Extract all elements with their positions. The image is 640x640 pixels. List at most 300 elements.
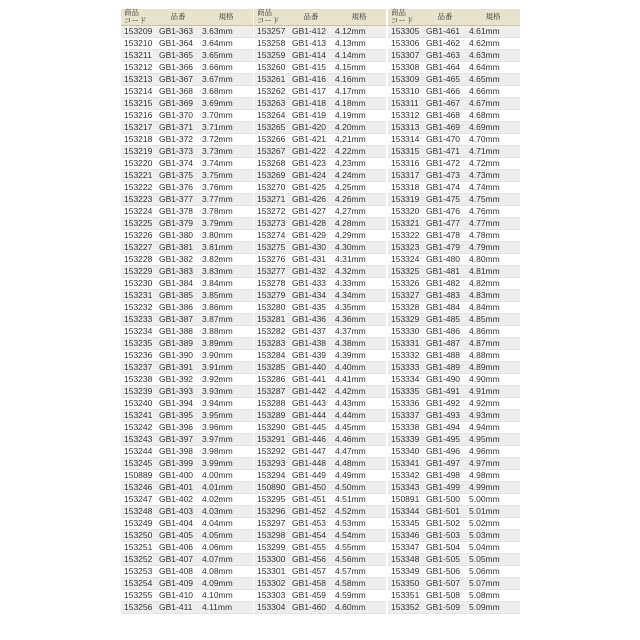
product-code-cell: 153266	[254, 134, 290, 146]
spec-cell: 3.87mm	[199, 314, 253, 326]
spec-cell: 4.88mm	[466, 350, 520, 362]
table-row	[254, 158, 386, 170]
product-code-cell: 153227	[121, 242, 157, 254]
spec-cell: 4.12mm	[332, 26, 386, 38]
spec-cell: 4.76mm	[466, 206, 520, 218]
spec-cell: 4.32mm	[332, 266, 386, 278]
product-code-cell: 153340	[388, 446, 424, 458]
table-row	[254, 218, 386, 230]
table-row	[254, 302, 386, 314]
part-number-cell: GB1-413	[290, 38, 332, 50]
table-row	[388, 290, 520, 302]
table-row	[254, 362, 386, 374]
table-row	[388, 266, 520, 278]
part-number-cell: GB1-448	[290, 458, 332, 470]
table-row	[388, 314, 520, 326]
table-header-row	[121, 9, 253, 26]
spec-cell: 4.06mm	[199, 542, 253, 554]
product-code-cell: 153345	[388, 518, 424, 530]
product-code-cell: 153237	[121, 362, 157, 374]
product-code-cell: 153222	[121, 182, 157, 194]
product-code-cell: 153306	[388, 38, 424, 50]
table-row	[254, 194, 386, 206]
product-code-cell: 153242	[121, 422, 157, 434]
table-row	[388, 182, 520, 194]
spec-cell: 3.66mm	[199, 62, 253, 74]
part-number-cell: GB1-427	[290, 206, 332, 218]
product-code-cell: 153293	[254, 458, 290, 470]
table-row	[254, 170, 386, 182]
spec-cell: 4.44mm	[332, 410, 386, 422]
spec-cell: 3.94mm	[199, 398, 253, 410]
product-code-cell: 153298	[254, 530, 290, 542]
product-code-cell: 153313	[388, 122, 424, 134]
product-code-cell: 150890	[254, 482, 290, 494]
spec-cell: 4.57mm	[332, 566, 386, 578]
spec-cell: 4.68mm	[466, 110, 520, 122]
table-row	[254, 338, 386, 350]
table-row	[121, 302, 253, 314]
table-row	[121, 158, 253, 170]
product-code-cell: 153276	[254, 254, 290, 266]
product-code-cell: 153284	[254, 350, 290, 362]
spec-cell: 3.75mm	[199, 170, 253, 182]
table-row	[121, 278, 253, 290]
spec-cell: 4.01mm	[199, 482, 253, 494]
product-code-cell: 153274	[254, 230, 290, 242]
spec-cell: 4.40mm	[332, 362, 386, 374]
spec-cell: 3.96mm	[199, 422, 253, 434]
product-code-cell: 153311	[388, 98, 424, 110]
product-code-cell: 153230	[121, 278, 157, 290]
spec-cell: 4.66mm	[466, 86, 520, 98]
table-row	[254, 566, 386, 578]
table-row	[254, 434, 386, 446]
spec-cell: 4.09mm	[199, 578, 253, 590]
table-row	[254, 506, 386, 518]
part-number-cell: GB1-483	[424, 290, 466, 302]
table-row	[254, 410, 386, 422]
product-code-cell: 153335	[388, 386, 424, 398]
spec-cell: 4.19mm	[332, 110, 386, 122]
header-code-line2: コード	[257, 16, 280, 25]
table-row	[254, 422, 386, 434]
product-code-cell: 153213	[121, 74, 157, 86]
table-row	[121, 386, 253, 398]
part-number-cell: GB1-506	[424, 566, 466, 578]
table-row	[121, 506, 253, 518]
spec-cell: 4.18mm	[332, 98, 386, 110]
table-header-row	[254, 9, 386, 26]
spec-cell: 4.14mm	[332, 50, 386, 62]
table-row	[388, 326, 520, 338]
spec-cell: 4.30mm	[332, 242, 386, 254]
product-code-cell: 153259	[254, 50, 290, 62]
part-number-cell: GB1-475	[424, 194, 466, 206]
spec-cell: 3.98mm	[199, 446, 253, 458]
product-code-cell: 153260	[254, 62, 290, 74]
spec-cell: 3.80mm	[199, 230, 253, 242]
product-code-cell: 153229	[121, 266, 157, 278]
table-row	[388, 158, 520, 170]
spec-cell: 4.50mm	[332, 482, 386, 494]
spec-cell: 4.51mm	[332, 494, 386, 506]
table-row	[254, 278, 386, 290]
table-row	[254, 74, 386, 86]
product-code-cell: 153331	[388, 338, 424, 350]
table-row	[121, 434, 253, 446]
product-code-cell: 153342	[388, 470, 424, 482]
table-row	[388, 74, 520, 86]
product-code-cell: 153341	[388, 458, 424, 470]
spec-cell: 4.63mm	[466, 50, 520, 62]
part-number-cell: GB1-390	[157, 350, 199, 362]
spec-cell: 3.97mm	[199, 434, 253, 446]
spec-cell: 5.03mm	[466, 530, 520, 542]
product-code-cell: 153245	[121, 458, 157, 470]
product-code-cell: 153308	[388, 62, 424, 74]
part-number-cell: GB1-432	[290, 266, 332, 278]
product-code-cell: 153302	[254, 578, 290, 590]
spec-cell: 3.79mm	[199, 218, 253, 230]
product-code-cell: 153314	[388, 134, 424, 146]
table-row	[388, 494, 520, 506]
part-number-cell: GB1-480	[424, 254, 466, 266]
spec-cell: 4.48mm	[332, 458, 386, 470]
header-product-code	[121, 9, 157, 26]
part-number-cell: GB1-488	[424, 350, 466, 362]
spec-cell: 4.90mm	[466, 374, 520, 386]
part-number-cell: GB1-485	[424, 314, 466, 326]
product-code-cell: 153343	[388, 482, 424, 494]
product-code-cell: 153289	[254, 410, 290, 422]
table-row	[254, 86, 386, 98]
spec-cell: 3.93mm	[199, 386, 253, 398]
part-number-cell: GB1-380	[157, 230, 199, 242]
part-number-cell: GB1-450	[290, 482, 332, 494]
part-number-cell: GB1-405	[157, 530, 199, 542]
part-number-cell: GB1-388	[157, 326, 199, 338]
part-number-cell: GB1-496	[424, 446, 466, 458]
spec-cell: 4.15mm	[332, 62, 386, 74]
spec-cell: 4.13mm	[332, 38, 386, 50]
spec-cell: 3.88mm	[199, 326, 253, 338]
part-number-cell: GB1-381	[157, 242, 199, 254]
table-row	[121, 554, 253, 566]
spec-cell: 3.65mm	[199, 50, 253, 62]
table-row	[121, 422, 253, 434]
part-number-cell: GB1-447	[290, 446, 332, 458]
table-row	[388, 122, 520, 134]
table-row	[254, 326, 386, 338]
table-row	[254, 314, 386, 326]
spec-cell: 3.76mm	[199, 182, 253, 194]
spec-cell: 4.61mm	[466, 26, 520, 38]
part-number-cell: GB1-434	[290, 290, 332, 302]
product-code-cell: 153295	[254, 494, 290, 506]
table-row	[121, 50, 253, 62]
part-number-cell: GB1-368	[157, 86, 199, 98]
product-code-cell: 153288	[254, 398, 290, 410]
header-product-code	[254, 9, 290, 26]
spec-cell: 4.25mm	[332, 182, 386, 194]
spec-cell: 4.52mm	[332, 506, 386, 518]
table-row	[388, 254, 520, 266]
spec-cell: 5.07mm	[466, 578, 520, 590]
product-code-cell: 153252	[121, 554, 157, 566]
spec-cell: 4.64mm	[466, 62, 520, 74]
product-code-cell: 153275	[254, 242, 290, 254]
product-code-cell: 153210	[121, 38, 157, 50]
spec-cell: 4.67mm	[466, 98, 520, 110]
spec-cell: 3.91mm	[199, 362, 253, 374]
spec-cell: 4.92mm	[466, 398, 520, 410]
spec-cell: 4.35mm	[332, 302, 386, 314]
spec-cell: 4.20mm	[332, 122, 386, 134]
table-row	[388, 134, 520, 146]
part-number-cell: GB1-393	[157, 386, 199, 398]
part-number-cell: GB1-387	[157, 314, 199, 326]
product-code-cell: 153330	[388, 326, 424, 338]
spec-cell: 4.04mm	[199, 518, 253, 530]
product-code-cell: 153211	[121, 50, 157, 62]
product-code-cell: 153261	[254, 74, 290, 86]
product-code-cell: 153271	[254, 194, 290, 206]
spec-cell: 4.22mm	[332, 146, 386, 158]
table-row	[121, 530, 253, 542]
table-row	[254, 374, 386, 386]
part-number-cell: GB1-495	[424, 434, 466, 446]
product-code-cell: 153267	[254, 146, 290, 158]
spec-cell: 4.10mm	[199, 590, 253, 602]
product-code-cell: 153231	[121, 290, 157, 302]
product-code-cell: 153294	[254, 470, 290, 482]
table-row	[388, 458, 520, 470]
part-number-cell: GB1-503	[424, 530, 466, 542]
part-number-cell: GB1-436	[290, 314, 332, 326]
product-code-cell: 153304	[254, 602, 290, 614]
product-code-cell: 153346	[388, 530, 424, 542]
part-number-cell: GB1-440	[290, 362, 332, 374]
product-code-cell: 153351	[388, 590, 424, 602]
part-number-cell: GB1-462	[424, 38, 466, 50]
spec-cell: 3.78mm	[199, 206, 253, 218]
table-row	[388, 50, 520, 62]
part-number-cell: GB1-502	[424, 518, 466, 530]
spec-cell: 4.59mm	[332, 590, 386, 602]
table-row	[388, 602, 520, 614]
part-number-cell: GB1-467	[424, 98, 466, 110]
spec-cell: 4.03mm	[199, 506, 253, 518]
spec-cell: 3.74mm	[199, 158, 253, 170]
part-number-cell: GB1-374	[157, 158, 199, 170]
spec-cell: 3.81mm	[199, 242, 253, 254]
spec-cell: 3.67mm	[199, 74, 253, 86]
table-row	[254, 98, 386, 110]
spec-cell: 4.62mm	[466, 38, 520, 50]
part-number-cell: GB1-395	[157, 410, 199, 422]
header-spec: 規格	[332, 9, 386, 26]
spec-cell: 4.45mm	[332, 422, 386, 434]
part-number-cell: GB1-433	[290, 278, 332, 290]
product-code-cell: 153326	[388, 278, 424, 290]
part-number-cell: GB1-507	[424, 578, 466, 590]
table-row	[388, 566, 520, 578]
product-code-cell: 153344	[388, 506, 424, 518]
part-number-cell: GB1-400	[157, 470, 199, 482]
part-number-cell: GB1-441	[290, 374, 332, 386]
table-row	[121, 182, 253, 194]
part-number-cell: GB1-444	[290, 410, 332, 422]
product-code-cell: 153243	[121, 434, 157, 446]
part-number-cell: GB1-456	[290, 554, 332, 566]
spec-cell: 4.33mm	[332, 278, 386, 290]
header-part-number: 品番	[424, 9, 466, 26]
table-row	[388, 470, 520, 482]
table-row	[254, 62, 386, 74]
spec-cell: 3.71mm	[199, 122, 253, 134]
table-row	[388, 386, 520, 398]
part-number-cell: GB1-409	[157, 578, 199, 590]
part-number-cell: GB1-428	[290, 218, 332, 230]
part-number-cell: GB1-477	[424, 218, 466, 230]
product-code-cell: 153248	[121, 506, 157, 518]
table-row	[388, 26, 520, 38]
part-number-cell: GB1-389	[157, 338, 199, 350]
table-row	[121, 362, 253, 374]
product-code-cell: 153264	[254, 110, 290, 122]
spec-cell: 4.85mm	[466, 314, 520, 326]
table-row	[254, 446, 386, 458]
product-code-cell: 153303	[254, 590, 290, 602]
table-row	[254, 578, 386, 590]
spec-cell: 4.97mm	[466, 458, 520, 470]
table-row	[388, 146, 520, 158]
part-number-cell: GB1-504	[424, 542, 466, 554]
spec-cell: 3.99mm	[199, 458, 253, 470]
product-code-cell: 153258	[254, 38, 290, 50]
product-code-cell: 153321	[388, 218, 424, 230]
spec-cell: 5.01mm	[466, 506, 520, 518]
table-row	[121, 374, 253, 386]
table-row	[121, 458, 253, 470]
product-code-cell: 153309	[388, 74, 424, 86]
spec-cell: 3.86mm	[199, 302, 253, 314]
part-number-cell: GB1-403	[157, 506, 199, 518]
spec-cell: 4.11mm	[199, 602, 253, 614]
product-code-cell: 153209	[121, 26, 157, 38]
part-number-cell: GB1-479	[424, 242, 466, 254]
table-row	[254, 182, 386, 194]
spec-cell: 3.90mm	[199, 350, 253, 362]
table-row	[121, 338, 253, 350]
spec-cell: 4.70mm	[466, 134, 520, 146]
part-number-cell: GB1-401	[157, 482, 199, 494]
part-number-cell: GB1-422	[290, 146, 332, 158]
part-number-cell: GB1-449	[290, 470, 332, 482]
header-code-line1: 商品	[124, 8, 139, 17]
part-number-cell: GB1-443	[290, 398, 332, 410]
product-code-cell: 153318	[388, 182, 424, 194]
product-code-cell: 150889	[121, 470, 157, 482]
part-number-cell: GB1-416	[290, 74, 332, 86]
spec-cell: 4.83mm	[466, 290, 520, 302]
table-row	[254, 242, 386, 254]
product-code-cell: 153315	[388, 146, 424, 158]
table-row	[254, 494, 386, 506]
table-row	[121, 38, 253, 50]
table-row	[388, 62, 520, 74]
spec-cell: 3.85mm	[199, 290, 253, 302]
part-number-cell: GB1-399	[157, 458, 199, 470]
table-row	[254, 530, 386, 542]
part-number-cell: GB1-455	[290, 542, 332, 554]
part-number-cell: GB1-500	[424, 494, 466, 506]
table-row	[388, 98, 520, 110]
table-row	[121, 398, 253, 410]
part-number-cell: GB1-379	[157, 218, 199, 230]
table-row	[121, 446, 253, 458]
spec-cell: 5.04mm	[466, 542, 520, 554]
part-number-cell: GB1-487	[424, 338, 466, 350]
table-row	[388, 194, 520, 206]
product-code-cell: 153223	[121, 194, 157, 206]
product-code-cell: 153225	[121, 218, 157, 230]
part-number-cell: GB1-493	[424, 410, 466, 422]
table-row	[121, 326, 253, 338]
product-code-cell: 153292	[254, 446, 290, 458]
table-row	[254, 554, 386, 566]
spec-cell: 5.08mm	[466, 590, 520, 602]
product-code-cell: 153255	[121, 590, 157, 602]
table-row	[254, 542, 386, 554]
table-row	[121, 566, 253, 578]
part-number-cell: GB1-371	[157, 122, 199, 134]
spec-cell: 3.84mm	[199, 278, 253, 290]
header-spec: 規格	[199, 9, 253, 26]
spec-cell: 4.27mm	[332, 206, 386, 218]
product-code-cell: 153238	[121, 374, 157, 386]
product-code-cell: 153322	[388, 230, 424, 242]
table-row	[121, 482, 253, 494]
part-number-cell: GB1-423	[290, 158, 332, 170]
product-code-cell: 153273	[254, 218, 290, 230]
part-number-cell: GB1-478	[424, 230, 466, 242]
product-code-cell: 153263	[254, 98, 290, 110]
spec-cell: 3.77mm	[199, 194, 253, 206]
part-number-cell: GB1-463	[424, 50, 466, 62]
spec-cell: 4.60mm	[332, 602, 386, 614]
part-number-cell: GB1-412	[290, 26, 332, 38]
part-number-cell: GB1-484	[424, 302, 466, 314]
header-code-line1: 商品	[391, 8, 406, 17]
product-code-cell: 153221	[121, 170, 157, 182]
spec-cell: 4.82mm	[466, 278, 520, 290]
spec-cell: 4.94mm	[466, 422, 520, 434]
table-row	[388, 278, 520, 290]
part-number-cell: GB1-372	[157, 134, 199, 146]
table-row	[388, 518, 520, 530]
table-row	[254, 38, 386, 50]
table-row	[254, 590, 386, 602]
spec-cell: 4.21mm	[332, 134, 386, 146]
part-number-cell: GB1-375	[157, 170, 199, 182]
table-row	[121, 134, 253, 146]
table-row	[388, 446, 520, 458]
product-code-cell: 153251	[121, 542, 157, 554]
product-code-cell: 153323	[388, 242, 424, 254]
table-row	[254, 134, 386, 146]
